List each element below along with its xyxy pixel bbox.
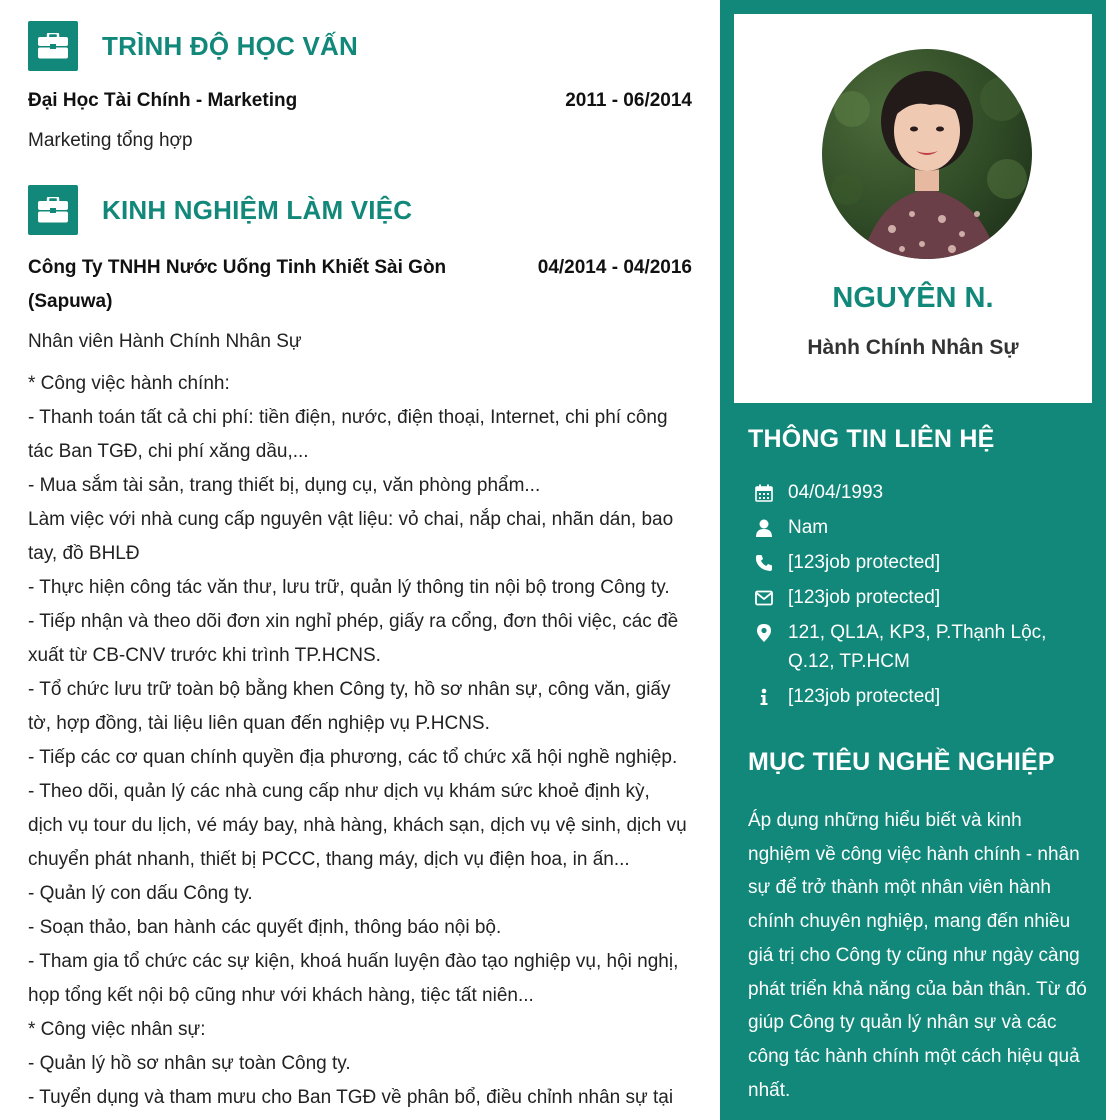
description-line: Làm việc với nhà cung cấp nguyên vật liệu: vỏ chai, nắp chai, nhãn dán, bao	[28, 509, 674, 530]
company-name-line: Công Ty TNHH Nước Uống Tinh Khiết Sài Gòn	[28, 257, 447, 278]
experience-heading: KINH NGHIỆM LÀM VIỆC	[102, 194, 413, 225]
description-line: - Thanh toán tất cả chi phí: tiền điện, nước, điện thoại, Internet, chi phí công	[28, 407, 668, 428]
description-line: - Quản lý con dấu Công ty.	[28, 883, 253, 904]
contact-birthdate	[752, 478, 1092, 507]
info-icon	[752, 682, 776, 711]
description-line: họp tổng kết nội bộ cũng như với khách hàng, tiệc tất niên...	[28, 985, 534, 1006]
education-header	[28, 20, 692, 72]
calendar-icon	[752, 478, 776, 507]
experience-period: 04/2014 - 04/2016	[537, 257, 692, 278]
company-name-line: (Sapuwa)	[28, 291, 113, 312]
envelope-icon	[752, 583, 776, 612]
description-line: * Công việc nhân sự:	[28, 1019, 206, 1040]
contact-gender	[752, 513, 1092, 542]
company-name	[28, 251, 446, 319]
description-line: - Tham gia tổ chức các sự kiện, khoá huấn luyện đào tạo nghiệp vụ, hội nghị,	[28, 951, 679, 972]
contact-phone	[752, 548, 1092, 577]
contact-list	[752, 478, 1092, 717]
contact-text: [123job protected]	[788, 587, 941, 608]
description-line: - Mua sắm tài sản, trang thiết bị, dụng cụ, văn phòng phẩm...	[28, 475, 541, 496]
objective-heading: MỤC TIÊU NGHỀ NGHIỆP	[748, 748, 1055, 776]
contact-text: [123job protected]	[788, 686, 941, 707]
contact-heading: THÔNG TIN LIÊN HỆ	[748, 425, 995, 453]
phone-icon	[752, 548, 776, 577]
job-role: Nhân viên Hành Chính Nhân Sự	[28, 331, 302, 352]
school-name: Đại Học Tài Chính - Marketing	[28, 90, 298, 111]
description-line: dịch vụ tour du lịch, vé máy bay, nhà hàng, khách sạn, dịch vụ vệ sinh, dịch vụ	[28, 815, 687, 836]
education-period: 2011 - 06/2014	[565, 90, 692, 111]
contact-text: [123job protected]	[788, 552, 941, 573]
contact-text: 121, QL1A, KP3, P.Thạnh Lộc, Q.12, TP.HCM	[788, 622, 1047, 672]
education-entry	[28, 84, 692, 118]
description-line: - Quản lý hồ sơ nhân sự toàn Công ty.	[28, 1053, 351, 1074]
contact-text: Nam	[788, 517, 829, 538]
description-line: - Tổ chức lưu trữ toàn bộ bằng khen Công ty, hồ sơ nhân sự, công văn, giấy	[28, 679, 671, 700]
description-line: - Tiếp nhận và theo dõi đơn xin nghỉ phép, giấy ra cổng, đơn thôi việc, các đề	[28, 611, 679, 632]
description-line: tay, đồ BHLĐ	[28, 543, 140, 564]
briefcase-icon	[28, 21, 78, 71]
profile-title: Hành Chính Nhân Sự	[807, 336, 1019, 359]
description-line: - Soạn thảo, ban hành các quyết định, thông báo nội bộ.	[28, 917, 502, 938]
profile-name: NGUYÊN N.	[832, 282, 994, 314]
job-description	[28, 367, 692, 1115]
experience-entry	[28, 251, 692, 319]
user-icon	[752, 513, 776, 542]
objective-text: Áp dụng những hiểu biết và kinh nghiệm về công việc hành chính - nhân sự để trở thành một nhân viên hành chính chuyên nghiệp, mang đến nhiều giá trị cho Công ty cũng như ngày càng phát triển khả năng của bản thân. Từ đó giúp Công ty quản lý nhân sự và các công tác hành chính một cách hiệu quả nhất.	[748, 810, 1087, 1101]
description-line: * Công việc hành chính:	[28, 373, 230, 394]
profile-card	[734, 14, 1092, 403]
description-line: tác Ban TGĐ, chi phí xăng dầu,...	[28, 441, 309, 462]
experience-header	[28, 184, 692, 236]
description-line: - Tuyển dụng và tham mưu cho Ban TGĐ về phân bổ, điều chỉnh nhân sự tại	[28, 1087, 674, 1108]
contact-info	[752, 682, 1092, 711]
description-line: - Tiếp các cơ quan chính quyền địa phương, các tổ chức xã hội nghề nghiệp.	[28, 747, 678, 768]
education-heading: TRÌNH ĐỘ HỌC VẤN	[102, 30, 358, 61]
sidebar	[720, 0, 1106, 1120]
avatar	[822, 49, 1032, 259]
description-line: xuất từ CB-CNV trước khi trình TP.HCNS.	[28, 645, 381, 666]
main-column	[28, 20, 692, 1115]
contact-email	[752, 583, 1092, 612]
contact-text: 04/04/1993	[788, 482, 884, 503]
education-major: Marketing tổng hợp	[28, 130, 193, 151]
description-line: chuyển phát nhanh, thiết bị PCCC, thang máy, dịch vụ điện hoa, in ấn...	[28, 849, 630, 870]
map-marker-icon	[752, 618, 776, 647]
contact-address	[752, 618, 1092, 676]
briefcase-icon	[28, 185, 78, 235]
description-line: - Theo dõi, quản lý các nhà cung cấp như dịch vụ khám sức khoẻ định kỳ,	[28, 781, 650, 802]
description-line: - Thực hiện công tác văn thư, lưu trữ, quản lý thông tin nội bộ trong Công ty.	[28, 577, 670, 598]
description-line: tờ, hợp đồng, tài liệu liên quan đến nghiệp vụ P.HCNS.	[28, 713, 490, 734]
